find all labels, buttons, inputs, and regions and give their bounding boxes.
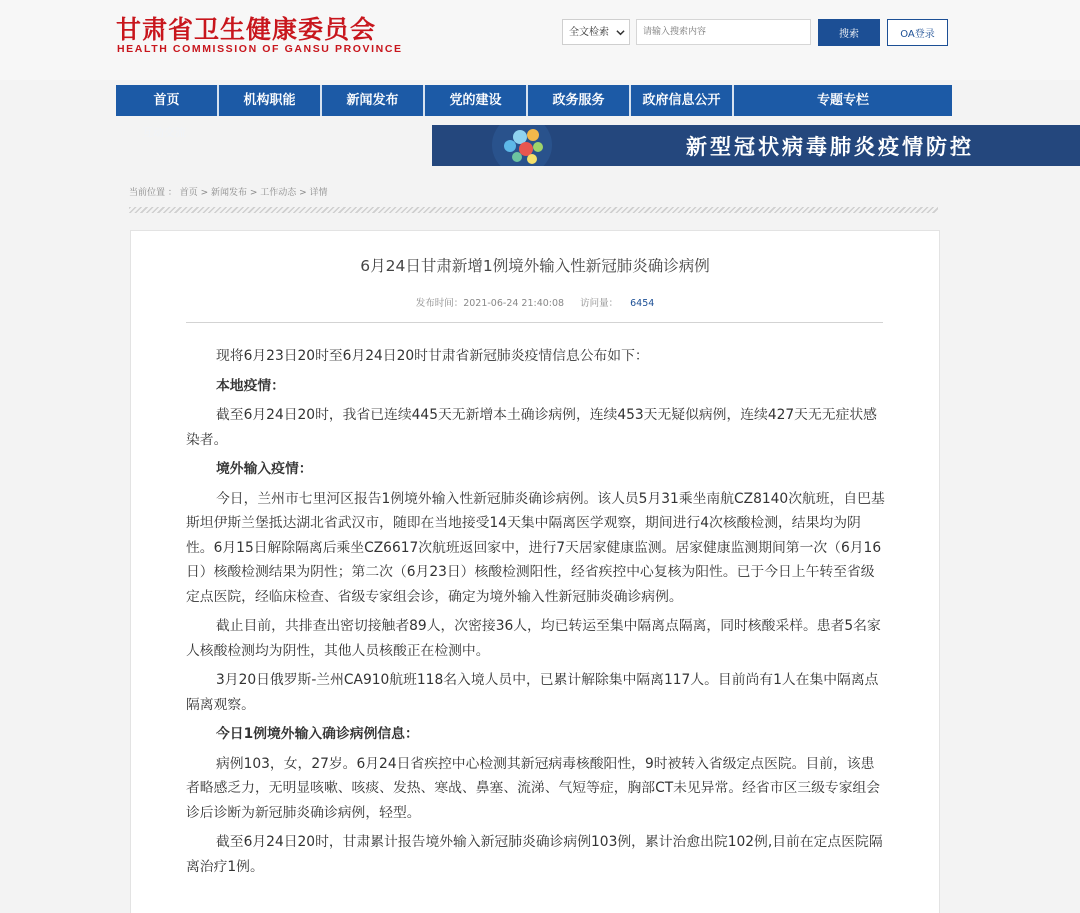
oa-login-button[interactable]: OA登录 [887,19,948,46]
main-nav [116,85,952,116]
section-heading: 今日1例境外输入确诊病例信息： [216,726,419,742]
article-body [186,344,886,884]
search-scope-select[interactable] [562,19,630,45]
published-label: 发布时间： [415,298,464,309]
divider-stripe [129,207,938,213]
nav-item-news[interactable]: 新闻发布 [322,85,425,116]
paragraph: 现将6月23日20时至6月24日20时甘肃省新冠肺炎疫情信息公布如下： [216,348,649,364]
breadcrumb[interactable]: 当前位置 ： 首页 > 新闻发布 > 工作动态 > 详情 [129,188,328,198]
paragraph: 病例103，女，27岁。6月24日省疾控中心检测其新冠病毒核酸阳性，9时被转入省级定点医院。目前，该患者略感乏力，无明显咳嗽、咳痰、发热、寒战、鼻塞、流涕、气短等症，胸部CT未见异常。经省市区三级专家组会诊后诊断为新冠肺炎确诊病例，轻型。 [186,755,881,821]
section-heading: 境外输入疫情： [216,461,313,477]
views-count: 6454 [630,298,655,309]
title-divider [186,322,883,323]
search-input[interactable] [636,19,811,45]
epidemic-banner[interactable] [432,125,1080,166]
banner-title: 新型冠状病毒肺炎疫情防控 [686,135,974,159]
nav-item-interaction[interactable]: 互动交流 [142,126,186,139]
section-heading: 本地疫情： [216,377,285,394]
nav-item-party[interactable]: 党的建设 [425,85,528,116]
search-button[interactable]: 搜索 [818,19,880,46]
paragraph: 今日，兰州市七里河区报告1例境外输入性新冠肺炎确诊病例。该人员5月31乘坐南航CZ8140次航班，自巴基斯坦伊斯兰堡抵达湖北省武汉市，随即在当地接受14天集中隔离医学观察，期间进行4次核酸检测，结果均为阴性。6月15日解除隔离后乘坐CZ6617次航班返回家中，进行7天居家健康监测。居家健康监测期间第一次（6月16日）核酸检测结果为阴性；第二次（6月23日）核酸检测阳性，经省疾控中心复核为阳性。已于今日上午转至省级定点医院，经临床检查、省级专家组会诊，确定为境外输入性新冠肺炎确诊病例。 [186,490,885,605]
nav-item-disclosure[interactable]: 政府信息公开 [631,85,734,116]
paragraph: 3月20日俄罗斯-兰州CA910航班118名入境人员中，已累计解除集中隔离117人。目前尚有1人在集中隔离点隔离观察。 [186,672,879,713]
nav-item-topics[interactable]: 专题专栏 [816,93,869,108]
chevron-down-icon [616,28,625,37]
site-logo-subtitle: HEALTH COMMISSION OF GANSU PROVINCE [117,43,403,55]
site-logo-title[interactable]: 甘肃省卫生健康委员会 [116,15,377,44]
site-header [0,0,1080,80]
nav-item-services[interactable]: 政务服务 [528,85,631,116]
paragraph: 截止目前，共排查出密切接触者89人，次密接36人，均已转运至集中隔离点隔离，同时核酸采样。患者5名家人核酸检测均为阴性，其他人员核酸正在检测中。 [186,618,881,659]
published-value: 2021-06-24 21:40:08 [463,298,565,309]
nav-item-functions[interactable]: 机构职能 [219,85,322,116]
nav-item-home[interactable]: 首页 [116,85,219,116]
article-title: 6月24日甘肃新增1例境外输入性新冠肺炎确诊病例 [360,257,710,275]
paragraph: 截至6月24日20时，我省已连续445天无新增本土确诊病例，连续453天无疑似病例，连续427天无无症状感染者。 [186,407,877,448]
views-label: 访问量： [580,298,619,309]
search-scope-label: 全文检索 [569,27,609,38]
article-meta [0,295,1070,309]
paragraph: 截至6月24日20时，甘肃累计报告境外输入新冠肺炎确诊病例103例，累计治愈出院102例,目前在定点医院隔离治疗1例。 [186,834,883,875]
